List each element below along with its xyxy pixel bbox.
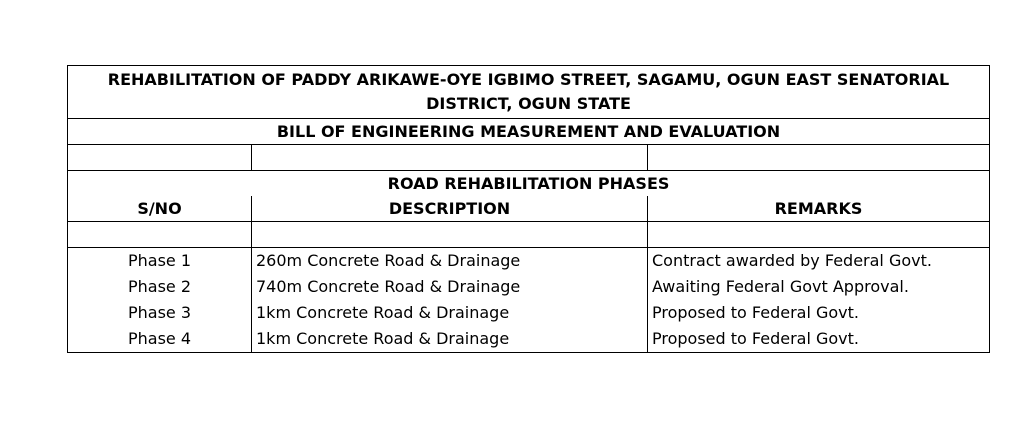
phase-cell: Phase 4 [68,326,252,353]
remarks-cell: Awaiting Federal Govt Approval. [648,274,990,300]
blank-cell [252,145,648,171]
description-cell: 740m Concrete Road & Drainage [252,274,648,300]
table-row [68,326,990,353]
remarks-cell: Proposed to Federal Govt. [648,326,990,353]
blank-row [68,222,990,248]
phase-cell: Phase 1 [68,248,252,275]
boq-table [67,65,990,353]
table-row [68,274,990,300]
table-row [68,248,990,275]
phase-cell: Phase 3 [68,300,252,326]
column-header-remarks: REMARKS [648,196,990,222]
column-header-sno: S/NO [68,196,252,222]
blank-row [68,145,990,171]
blank-cell [252,222,648,248]
column-header-description: DESCRIPTION [252,196,648,222]
column-header-row [68,196,990,222]
blank-cell [68,145,252,171]
document-title: REHABILITATION OF PADDY ARIKAWE-OYE IGBIMO STREET, SAGAMU, OGUN EAST SENATORIAL DISTRICT, OGUN STATE [68,66,990,119]
description-cell: 1km Concrete Road & Drainage [252,326,648,353]
table-row [68,300,990,326]
blank-cell [648,145,990,171]
remarks-cell: Contract awarded by Federal Govt. [648,248,990,275]
document-subtitle: BILL OF ENGINEERING MEASUREMENT AND EVALUATION [68,119,990,145]
remarks-cell: Proposed to Federal Govt. [648,300,990,326]
blank-cell [68,222,252,248]
phase-cell: Phase 2 [68,274,252,300]
description-cell: 1km Concrete Road & Drainage [252,300,648,326]
description-cell: 260m Concrete Road & Drainage [252,248,648,275]
blank-cell [648,222,990,248]
section-heading: ROAD REHABILITATION PHASES [68,171,990,197]
